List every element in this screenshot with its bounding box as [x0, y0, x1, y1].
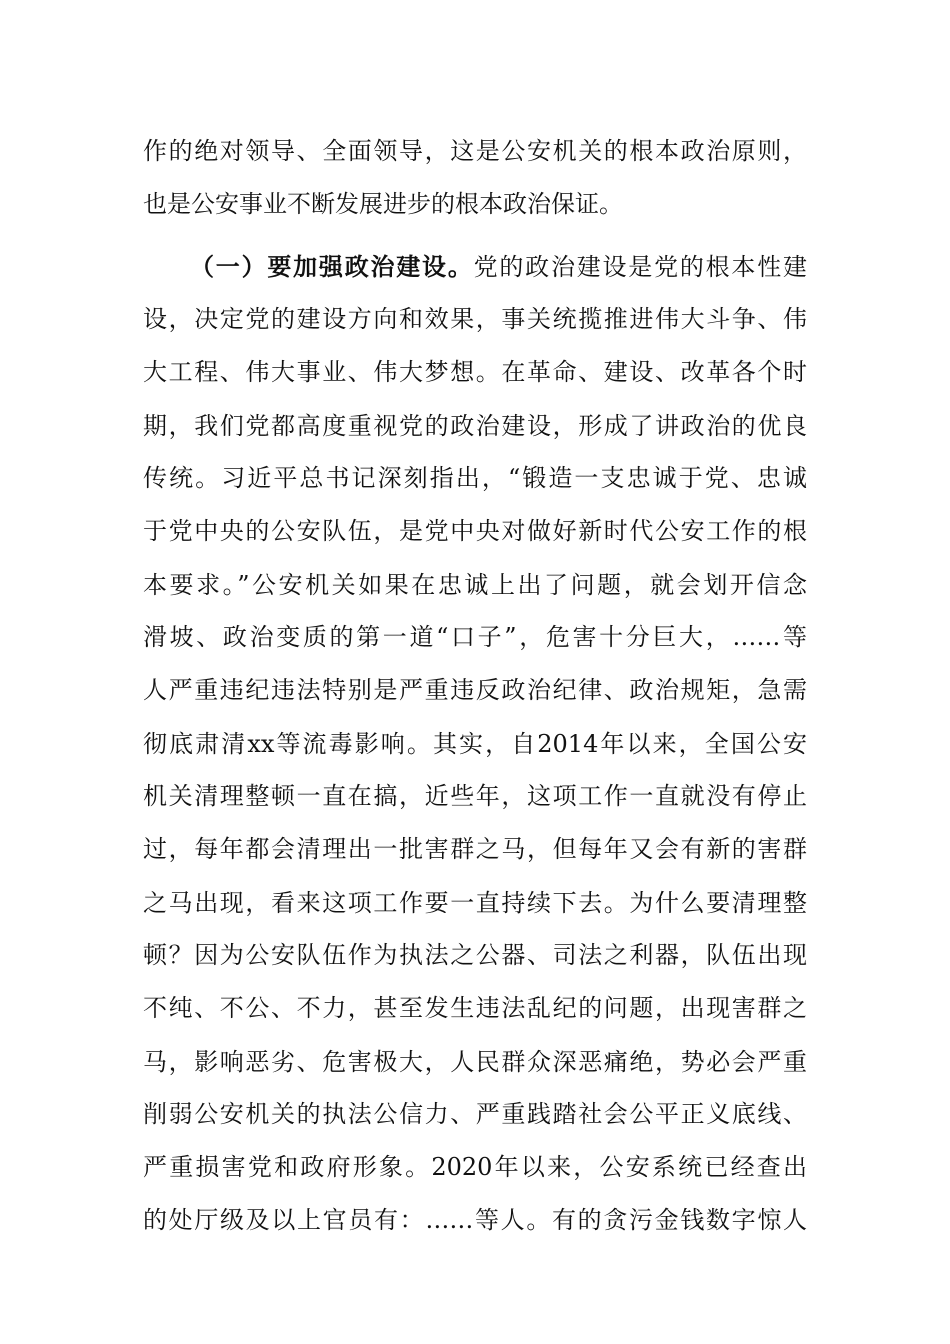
- paragraph-line: 大工程、伟大事业、伟大梦想。在革命、建设、改革各个时: [143, 358, 807, 386]
- paragraph-line: 设，决定党的建设方向和效果，事关统揽推进伟大斗争、伟: [143, 305, 807, 333]
- paragraph-line: 顿？因为公安队伍作为执法之公器、司法之利器，队伍出现: [143, 941, 807, 969]
- section-heading-rest: 党的政治建设是党的根本性建: [473, 253, 807, 281]
- paragraph-line: 之马出现，看来这项工作要一直持续下去。为什么要清理整: [143, 889, 807, 917]
- paragraph-line: 机关清理整顿一直在搞，近些年，这项工作一直就没有停止: [143, 782, 807, 810]
- paragraph-line: 也是公安事业不断发展进步的根本政治保证。: [143, 190, 623, 218]
- paragraph-line: 马，影响恶劣、危害极大，人民群众深恶痛绝，势必会严重: [143, 1048, 807, 1076]
- paragraph-line: 于党中央的公安队伍，是党中央对做好新时代公安工作的根: [143, 517, 807, 545]
- paragraph-line: 不纯、不公、不力，甚至发生违法乱纪的问题，出现害群之: [143, 994, 807, 1022]
- paragraph-line: 彻底肃清xx等流毒影响。其实，自2014年以来，全国公安: [143, 730, 807, 758]
- paragraph-line: 滑坡、政治变质的第一道“口子”，危害十分巨大，……等: [143, 623, 807, 651]
- paragraph-line: 本要求。”公安机关如果在忠诚上出了问题，就会划开信念: [143, 571, 807, 599]
- section-heading: （一）要加强政治建设。: [190, 253, 474, 281]
- paragraph-line: 传统。习近平总书记深刻指出，“锻造一支忠诚于党、忠诚: [143, 464, 807, 492]
- paragraph-line: 削弱公安机关的执法公信力、严重践踏社会公平正义底线、: [143, 1100, 807, 1128]
- paragraph-line: 作的绝对领导、全面领导，这是公安机关的根本政治原则，: [143, 137, 807, 165]
- paragraph-line: 严重损害党和政府形象。2020年以来，公安系统已经查出: [143, 1153, 807, 1181]
- section-line: [190, 247, 807, 287]
- paragraph-line: 期，我们党都高度重视党的政治建设，形成了讲政治的优良: [143, 412, 807, 440]
- paragraph-line: 人严重违纪违法特别是严重违反政治纪律、政治规矩，急需: [143, 676, 807, 704]
- paragraph-line: 过，每年都会清理出一批害群之马，但每年又会有新的害群: [143, 835, 807, 863]
- paragraph-line: 的处厅级及以上官员有：……等人。有的贪污金钱数字惊人: [143, 1206, 807, 1234]
